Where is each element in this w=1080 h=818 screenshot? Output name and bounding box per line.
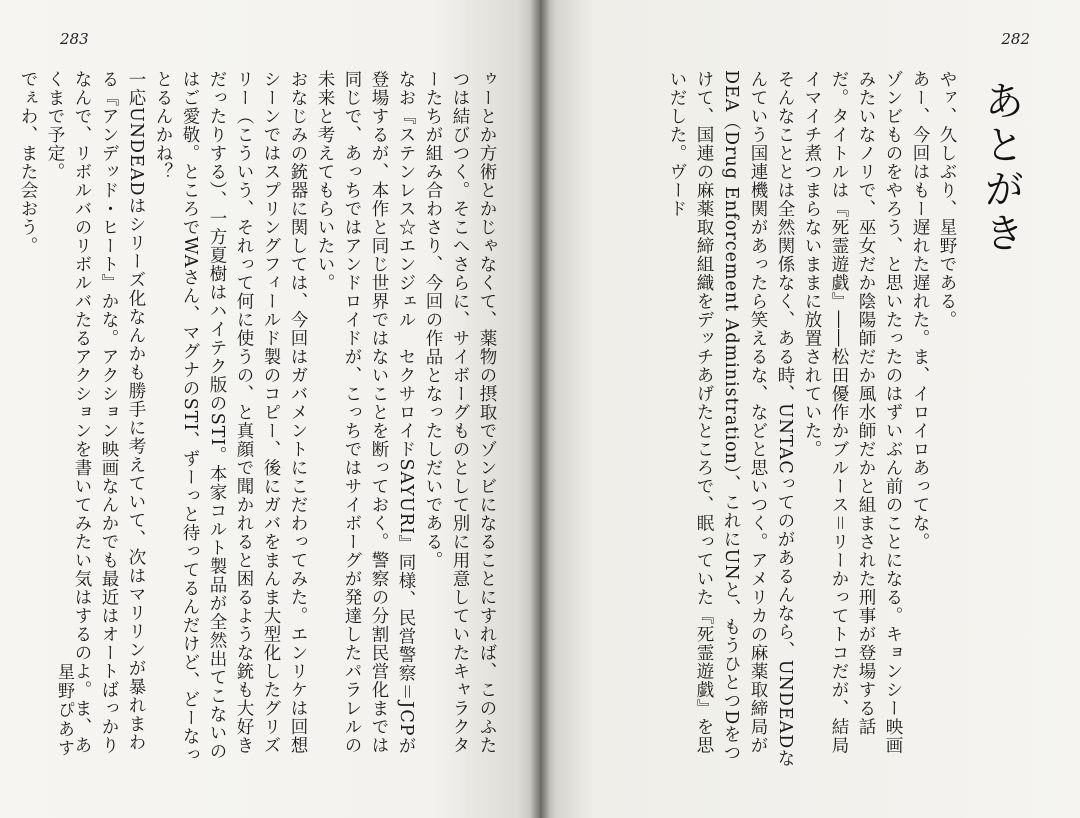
afterword-heading: あとがき: [978, 80, 1024, 256]
page-number-282: 282: [1001, 30, 1030, 48]
right-paragraph-2: あー、今回はもー遅れた遅れた。ま、イロイロあってな。: [910, 70, 930, 551]
author-signature: 星野ぴあす: [54, 663, 74, 758]
right-paragraph-1: やァ、久しぶり、星野である。: [937, 70, 957, 329]
left-paragraph-4: 一応UNDEADはシリーズ化なんかも勝手に考えていて、次はマリリンが暴れまわる『アンデッド・ヒート』かな。アクション映画なんかでも最近はオートばっかりなんで、リボルバのリボルバたるアクションを書いてみたい気はするのよ。ま、あくまで予定。: [45, 70, 146, 755]
left-page-body: [14, 70, 500, 770]
right-paragraph-3: ゾンビものをやろう、と思いたったのはずいぶん前のことになる。キョンシー映画みたいなノリで、巫女だか陰陽師だか風水師だかと組まされた刑事が登場する話だ。タイトルは『死霊遊戯』――松田優作かブルース＝リーかってトコだが、結局イマイチ煮つまらないままに放置されていた。: [802, 70, 903, 755]
right-page: [540, 0, 1080, 818]
left-paragraph-5: でぇわ、また会おう。: [18, 70, 38, 255]
right-paragraph-4: そんなこととは全然関係なく、ある時、UNTACってのがあるんなら、UNDEADなんていう国連機関があったら笑えるな、などと思いつく。アメリカの麻薬取締局がDEA（Drug Enforcement Administration）、これにUNと、もうひとつDをつけて、国連の麻薬取締組織をデッチあげたところで、眠っていた『死霊遊戯』を思いだした。ヴード: [667, 70, 795, 768]
page-number-283: 283: [60, 30, 89, 48]
right-page-body: [663, 70, 960, 770]
left-paragraph-2: なお『ステンレス☆エンジェル セクサロイドSAYURI』同様、民営警察＝JCPが登場するが、本作と同じ世界ではないことを断っておく。警察の分割民営化までは同じで、あっちではアンドロイドが、こっちではサイボーグが発達したパラレルの未来と考えてもらいたい。: [315, 70, 416, 755]
left-paragraph-1: ゥーとか方術とかじゃなくて、薬物の摂取でゾンビになることにすれば、このふたつは結びつく。そこへさらに、サイボーグものとして別に用意していたキャラクターたちが組み合わさり、今回の作品となったしだいである。: [423, 70, 497, 755]
left-paragraph-3: おなじみの銃器に関しては、今回はガバメントにこだわってみた。エンリケは回想シーンではスプリングフィールド製のコピー、後にガバをまんま大型化したグリズリー（こういう、それって何に使うの、と真顔で聞かれると困るような銃も大好きだったりする）、一方夏樹はハイテク版のSTI。本家コルト製品が全然出てこないのはご愛敬。ところでWAさん、マグナのSTI、ずーっと待ってるんだけど、どーなっとるんかね？: [153, 70, 308, 765]
